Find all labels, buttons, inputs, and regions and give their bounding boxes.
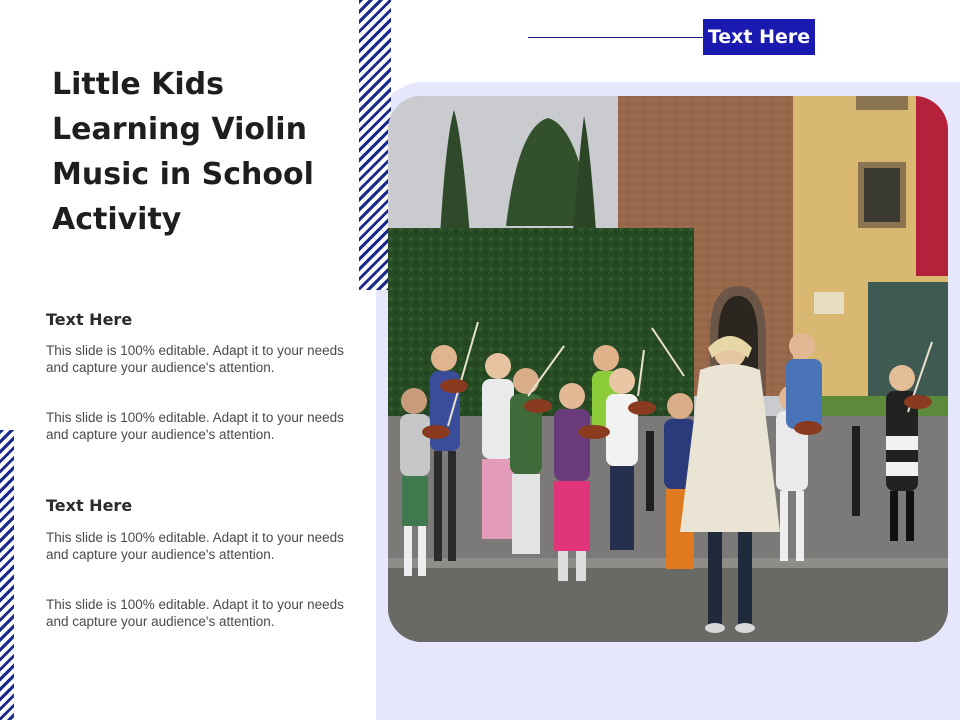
section-1-paragraph-2: This slide is 100% editable. Adapt it to your needs and capture your audience's attention. bbox=[46, 410, 344, 442]
section-1-heading: Text Here bbox=[46, 310, 133, 329]
top-connector-line bbox=[528, 37, 704, 38]
decorative-stripes-left bbox=[0, 430, 14, 720]
section-2-paragraph-2: This slide is 100% editable. Adapt it to your needs and capture your audience's attention. bbox=[46, 597, 344, 629]
slide-title: Little Kids Learning Violin Music in School Activity bbox=[52, 67, 314, 237]
section-2-paragraph-1: This slide is 100% editable. Adapt it to your needs and capture your audience's attention. bbox=[46, 530, 344, 562]
section-2-heading: Text Here bbox=[46, 496, 133, 515]
kids-violin-photo bbox=[388, 96, 948, 642]
decorative-stripes-top bbox=[359, 0, 391, 290]
section-1-paragraph-1: This slide is 100% editable. Adapt it to your needs and capture your audience's attention. bbox=[46, 343, 344, 375]
top-text-tag[interactable]: Text Here bbox=[703, 19, 815, 55]
